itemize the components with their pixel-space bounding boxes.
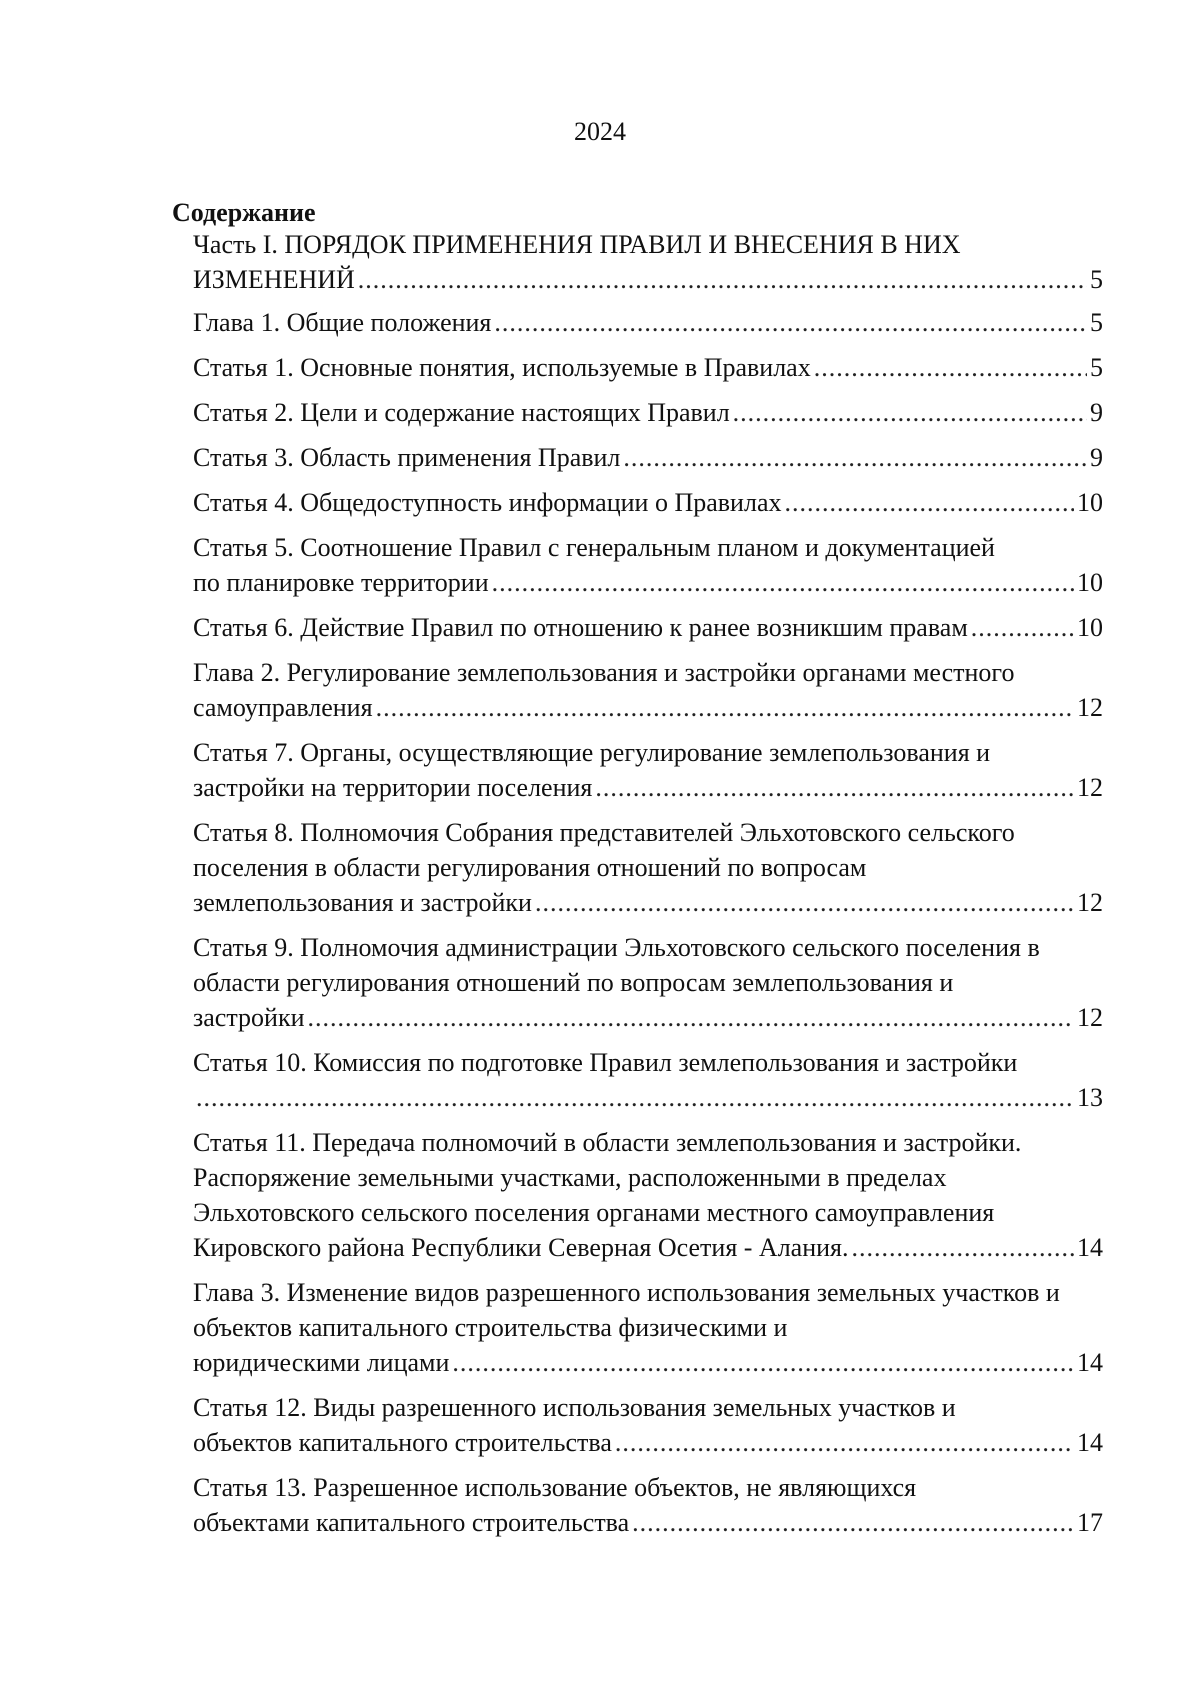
toc-entry-chapter-3[interactable] xyxy=(193,1275,1103,1380)
toc-leader-dots xyxy=(971,610,1074,645)
toc-page-number: 5 xyxy=(1090,353,1103,382)
toc-page-number: 10 xyxy=(1077,488,1103,517)
toc-entry-text: Статья 12. Виды разрешенного использования земельных участков и xyxy=(193,1393,956,1422)
toc-entry-chapter-1[interactable] xyxy=(193,305,1103,340)
toc-entry-text: Статья 10. Комиссия по подготовке Правил землепользования и застройки xyxy=(193,1048,1018,1077)
toc-leader-dots xyxy=(376,690,1074,725)
toc-entry-text-end: Статья 2. Цели и содержание настоящих Правил xyxy=(193,398,730,427)
toc-entry-article-9[interactable] xyxy=(193,930,1103,1035)
toc-entry-article-8[interactable] xyxy=(193,815,1103,920)
toc-entry-text-end: Кировского района Республики Северная Осетия - Алания. xyxy=(193,1233,849,1262)
toc-entry-text-end: объектами капитального строительства xyxy=(193,1508,630,1537)
toc-page-number: 5 xyxy=(1090,308,1103,337)
toc-entry-text-end: Статья 3. Область применения Правил xyxy=(193,443,621,472)
toc-entry-text: Статья 7. Органы, осуществляющие регулирование землепользования и xyxy=(193,738,991,767)
toc-entry-article-3[interactable] xyxy=(193,440,1103,475)
toc-leader-dots xyxy=(196,1080,1074,1115)
toc-leader-dots xyxy=(494,305,1087,340)
toc-leader-dots xyxy=(784,485,1074,520)
toc-page-number: 14 xyxy=(1077,1428,1103,1457)
toc-page-number: 10 xyxy=(1077,613,1103,642)
toc-entry-text-end: Статья 6. Действие Правил по отношению к ранее возникшим правам xyxy=(193,613,968,642)
toc-entry-text-end: по планировке территории xyxy=(193,568,489,597)
toc-page-number: 13 xyxy=(1077,1083,1103,1112)
toc-entry-text: Статья 9. Полномочия администрации Эльхотовского сельского поселения в области регулирования отношений по вопросам землепользования и xyxy=(193,933,1040,997)
toc-leader-dots xyxy=(492,565,1074,600)
toc-entry-article-10[interactable] xyxy=(193,1045,1103,1115)
toc-entry-text-end: застройки на территории поселения xyxy=(193,773,593,802)
toc-page-number: 5 xyxy=(1090,265,1103,294)
toc-entry-text: Часть I. ПОРЯДОК ПРИМЕНЕНИЯ ПРАВИЛ И ВНЕСЕНИЯ В НИХ xyxy=(193,230,961,259)
toc-leader-dots xyxy=(615,1425,1074,1460)
toc-entry-text-end: Глава 1. Общие положения xyxy=(193,308,492,337)
toc-entry-text-end: самоуправления xyxy=(193,693,373,722)
toc-entry-article-2[interactable] xyxy=(193,395,1103,430)
toc-page-number: 9 xyxy=(1090,443,1103,472)
toc-entry-text: Статья 13. Разрешенное использование объектов, не являющихся xyxy=(193,1473,917,1502)
toc-entry-article-11[interactable] xyxy=(193,1125,1103,1265)
toc-entry-article-13[interactable] xyxy=(193,1470,1103,1540)
toc-page-number: 17 xyxy=(1077,1508,1103,1537)
toc-entry-text-end: Статья 1. Основные понятия, используемые в Правилах xyxy=(193,353,811,382)
toc-leader-dots xyxy=(535,885,1074,920)
toc-entry-text-end: ИЗМЕНЕНИЙ xyxy=(193,265,355,294)
toc-leader-dots xyxy=(358,262,1087,297)
toc-entry-text: Глава 2. Регулирование землепользования и застройки органами местного xyxy=(193,658,1015,687)
toc-entry-text-end: объектов капитального строительства xyxy=(193,1428,612,1457)
toc-entry-text: Глава 3. Изменение видов разрешенного использования земельных участков и объектов капитального строительства физическими и xyxy=(193,1278,1060,1342)
toc-leader-dots xyxy=(308,1000,1075,1035)
toc-entry-article-5[interactable] xyxy=(193,530,1103,600)
toc-entry-text: Статья 5. Соотношение Правил с генеральным планом и документацией xyxy=(193,533,995,562)
toc-page-number: 12 xyxy=(1077,888,1103,917)
toc-leader-dots xyxy=(733,395,1087,430)
toc-page-number: 9 xyxy=(1090,398,1103,427)
toc-page-number: 14 xyxy=(1077,1348,1103,1377)
toc-leader-dots xyxy=(623,440,1087,475)
toc-page-number: 12 xyxy=(1077,1003,1103,1032)
toc-page-number: 12 xyxy=(1077,693,1103,722)
toc-entry-text: Статья 11. Передача полномочий в области землепользования и застройки. Распоряжение земельными участками, расположенными в пределах Эльхотовского сельского поселения органами местного самоуправления xyxy=(193,1128,1022,1227)
toc-entry-article-12[interactable] xyxy=(193,1390,1103,1460)
table-of-contents xyxy=(193,227,1103,1550)
toc-page-number: 14 xyxy=(1077,1233,1103,1262)
toc-entry-text-end: землепользования и застройки xyxy=(193,888,532,917)
toc-leader-dots xyxy=(632,1505,1074,1540)
toc-leader-dots xyxy=(452,1345,1074,1380)
toc-page-number: 12 xyxy=(1077,773,1103,802)
toc-entry-article-4[interactable] xyxy=(193,485,1103,520)
toc-entry-article-6[interactable] xyxy=(193,610,1103,645)
toc-page-number: 10 xyxy=(1077,568,1103,597)
toc-leader-dots xyxy=(595,770,1074,805)
toc-leader-dots xyxy=(852,1230,1074,1265)
toc-entry-text-end: юридическими лицами xyxy=(193,1348,450,1377)
toc-entry-text-end: застройки xyxy=(193,1003,305,1032)
toc-entry-chapter-2[interactable] xyxy=(193,655,1103,725)
toc-title: Содержание xyxy=(172,198,316,227)
toc-entry-article-1[interactable] xyxy=(193,350,1103,385)
toc-entry-part-1[interactable] xyxy=(193,227,1103,297)
document-year: 2024 xyxy=(574,117,626,146)
toc-entry-text: Статья 8. Полномочия Собрания представителей Эльхотовского сельского поселения в области регулирования отношений по вопросам xyxy=(193,818,1015,882)
toc-entry-text-end: Статья 4. Общедоступность информации о Правилах xyxy=(193,488,782,517)
toc-leader-dots xyxy=(814,350,1087,385)
toc-entry-article-7[interactable] xyxy=(193,735,1103,805)
